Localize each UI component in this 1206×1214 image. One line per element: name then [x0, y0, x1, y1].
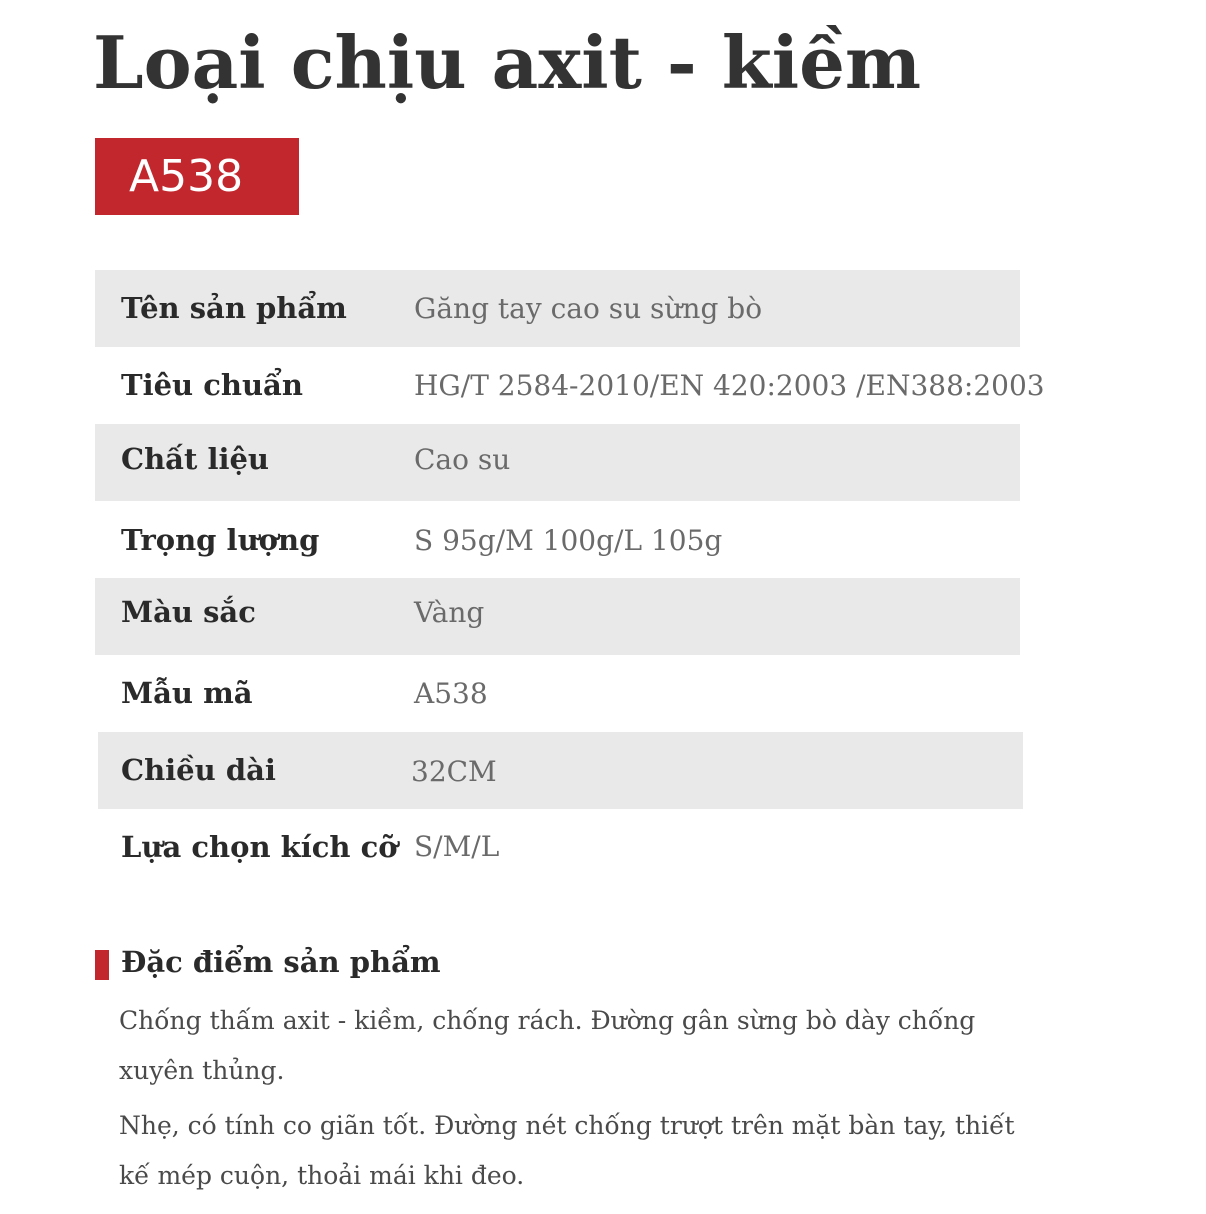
spec-value: 32CM [411, 755, 497, 788]
spec-value: S 95g/M 100g/L 105g [414, 524, 723, 557]
page-title: Loại chịu axit - kiềm [93, 20, 922, 105]
spec-row-standard [95, 347, 1045, 424]
spec-label: Tên sản phẩm [121, 291, 347, 325]
spec-label: Tiêu chuẩn [121, 368, 303, 402]
spec-row-color [95, 578, 1020, 655]
model-badge: A538 [95, 138, 299, 215]
spec-label: Trọng lượng [121, 523, 320, 557]
feature-paragraph: Nhẹ, có tính co giãn tốt. Đường nét chống trượt trên mặt bàn tay, thiết kế mép cuộn, thoải mái khi đeo. [119, 1111, 1015, 1190]
section-marker [95, 950, 109, 980]
features-heading: Đặc điểm sản phẩm [121, 945, 441, 979]
spec-row-length [98, 732, 1023, 809]
spec-label: Chiều dài [121, 753, 276, 787]
spec-value: A538 [414, 677, 488, 710]
spec-value: S/M/L [414, 830, 500, 863]
spec-label: Màu sắc [121, 595, 256, 629]
spec-row-size-options [95, 809, 1020, 886]
spec-value: Găng tay cao su sừng bò [414, 292, 763, 325]
spec-row-model [95, 655, 1020, 732]
spec-value: Cao su [414, 443, 511, 476]
spec-row-product-name [95, 270, 1020, 347]
spec-row-weight [95, 501, 1020, 578]
spec-value: HG/T 2584-2010/EN 420:2003 /EN388:2003 [414, 369, 1045, 402]
spec-value: Vàng [414, 596, 485, 629]
spec-label: Chất liệu [121, 442, 270, 476]
feature-paragraph: Chống thấm axit - kiềm, chống rách. Đường gân sừng bò dày chống xuyên thủng. [119, 1006, 976, 1085]
spec-row-material [95, 424, 1020, 501]
spec-label: Lựa chọn kích cỡ [121, 830, 398, 864]
spec-label: Mẫu mã [121, 676, 253, 710]
